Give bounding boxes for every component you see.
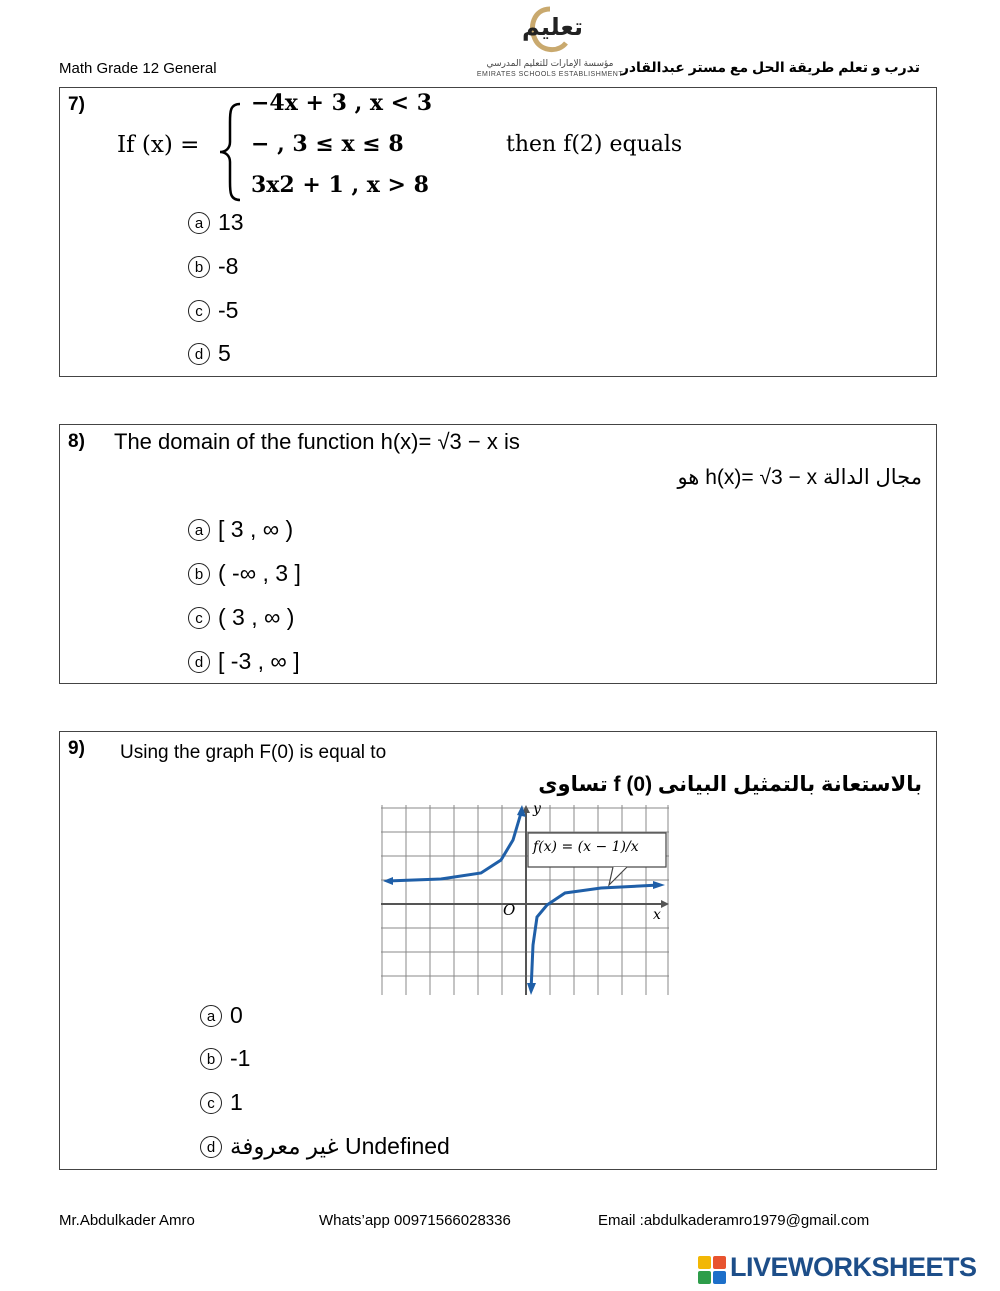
q9-option-a[interactable] xyxy=(200,1002,243,1029)
logo-text: تعليم xyxy=(522,13,583,41)
option-text: ( -∞ , 3 ] xyxy=(218,560,301,586)
question-7-box xyxy=(59,87,937,377)
logo-english: EMIRATES SCHOOLS ESTABLISHMENT xyxy=(476,71,624,78)
logo-mark xyxy=(522,5,583,57)
option-letter: d xyxy=(200,1136,222,1158)
x-axis-label: x xyxy=(653,907,661,923)
option-text: ( 3 , ∞ ) xyxy=(218,604,295,630)
origin-label: O xyxy=(503,901,516,919)
option-text: -8 xyxy=(218,253,239,279)
option-letter: a xyxy=(188,519,210,541)
q9-option-d[interactable] xyxy=(200,1133,450,1160)
piecewise-brace-icon xyxy=(218,102,244,202)
header-subject: Math Grade 12 General xyxy=(59,60,217,77)
q7-option-a[interactable] xyxy=(188,209,244,236)
option-text: -1 xyxy=(230,1045,251,1071)
footer-author: Mr.Abdulkader Amro xyxy=(59,1212,195,1229)
q9-option-b[interactable] xyxy=(200,1045,250,1072)
option-letter: b xyxy=(188,256,210,278)
question-number: 7) xyxy=(68,94,85,115)
y-axis-label: y xyxy=(533,801,541,817)
q7-piece-2: − , 3 ≤ x ≤ 8 xyxy=(251,131,404,157)
q8-text: The domain of the function h(x)= √3 − x is xyxy=(114,429,520,454)
question-9-box xyxy=(59,731,937,1170)
q8-option-c[interactable] xyxy=(188,604,294,631)
logo-arabic: مؤسسة الإمارات للتعليم المدرسي xyxy=(486,58,614,68)
option-text: 13 xyxy=(218,209,244,235)
question-number: 8) xyxy=(68,431,85,452)
option-text: 1 xyxy=(230,1089,243,1115)
option-text: [ 3 , ∞ ) xyxy=(218,516,294,542)
footer-email: Email :abdulkaderamro1979@gmail.com xyxy=(598,1212,870,1229)
option-text: 5 xyxy=(218,340,231,366)
option-letter: a xyxy=(188,212,210,234)
option-letter: d xyxy=(188,651,210,673)
q7-lead: If (x) = xyxy=(117,132,200,158)
option-letter: d xyxy=(188,343,210,365)
function-label: f(x) = (x − 1)/x xyxy=(533,839,639,855)
option-letter: c xyxy=(188,300,210,322)
q8-option-a[interactable] xyxy=(188,516,293,543)
q7-piece-3: 3x2 + 1 , x > 8 xyxy=(251,172,429,198)
q8-option-d[interactable] xyxy=(188,648,300,675)
function-graph xyxy=(381,801,669,995)
liveworksheets-logo-icon xyxy=(698,1256,726,1284)
option-letter: c xyxy=(188,607,210,629)
option-letter: c xyxy=(200,1092,222,1114)
option-letter: b xyxy=(188,563,210,585)
q7-option-c[interactable] xyxy=(188,297,238,324)
q9-option-c[interactable] xyxy=(200,1089,243,1116)
footer-whatsapp: Whats’app 00971566028336 xyxy=(319,1212,511,1229)
q7-tail: then f(2) equals xyxy=(506,132,683,157)
q8-option-b[interactable] xyxy=(188,560,301,587)
option-text: [ -3 , ∞ ] xyxy=(218,648,300,674)
q9-arabic: بالاستعانة بالتمثيل البيانى (0) f تساوى xyxy=(538,773,922,796)
q7-option-b[interactable] xyxy=(188,253,238,280)
question-8-box xyxy=(59,424,937,684)
header-right-title: تدرب و تعلم طريقة الحل مع مستر عبدالقادر xyxy=(620,59,920,75)
liveworksheets-brand[interactable] xyxy=(698,1252,998,1286)
option-letter: a xyxy=(200,1005,222,1027)
q7-piece-1: −4x + 3 , x < 3 xyxy=(251,90,433,116)
liveworksheets-name: LIVEWORKSHEETS xyxy=(730,1252,977,1282)
option-text: 0 xyxy=(230,1002,243,1028)
option-text: غير معروفة Undefined xyxy=(230,1133,450,1159)
q7-option-d[interactable] xyxy=(188,340,231,367)
question-number: 9) xyxy=(68,738,85,759)
option-letter: b xyxy=(200,1048,222,1070)
q9-text: Using the graph F(0) is equal to xyxy=(120,742,387,763)
option-text: -5 xyxy=(218,297,239,323)
q8-arabic: مجال الدالة h(x)= √3 − x هو xyxy=(677,466,922,489)
